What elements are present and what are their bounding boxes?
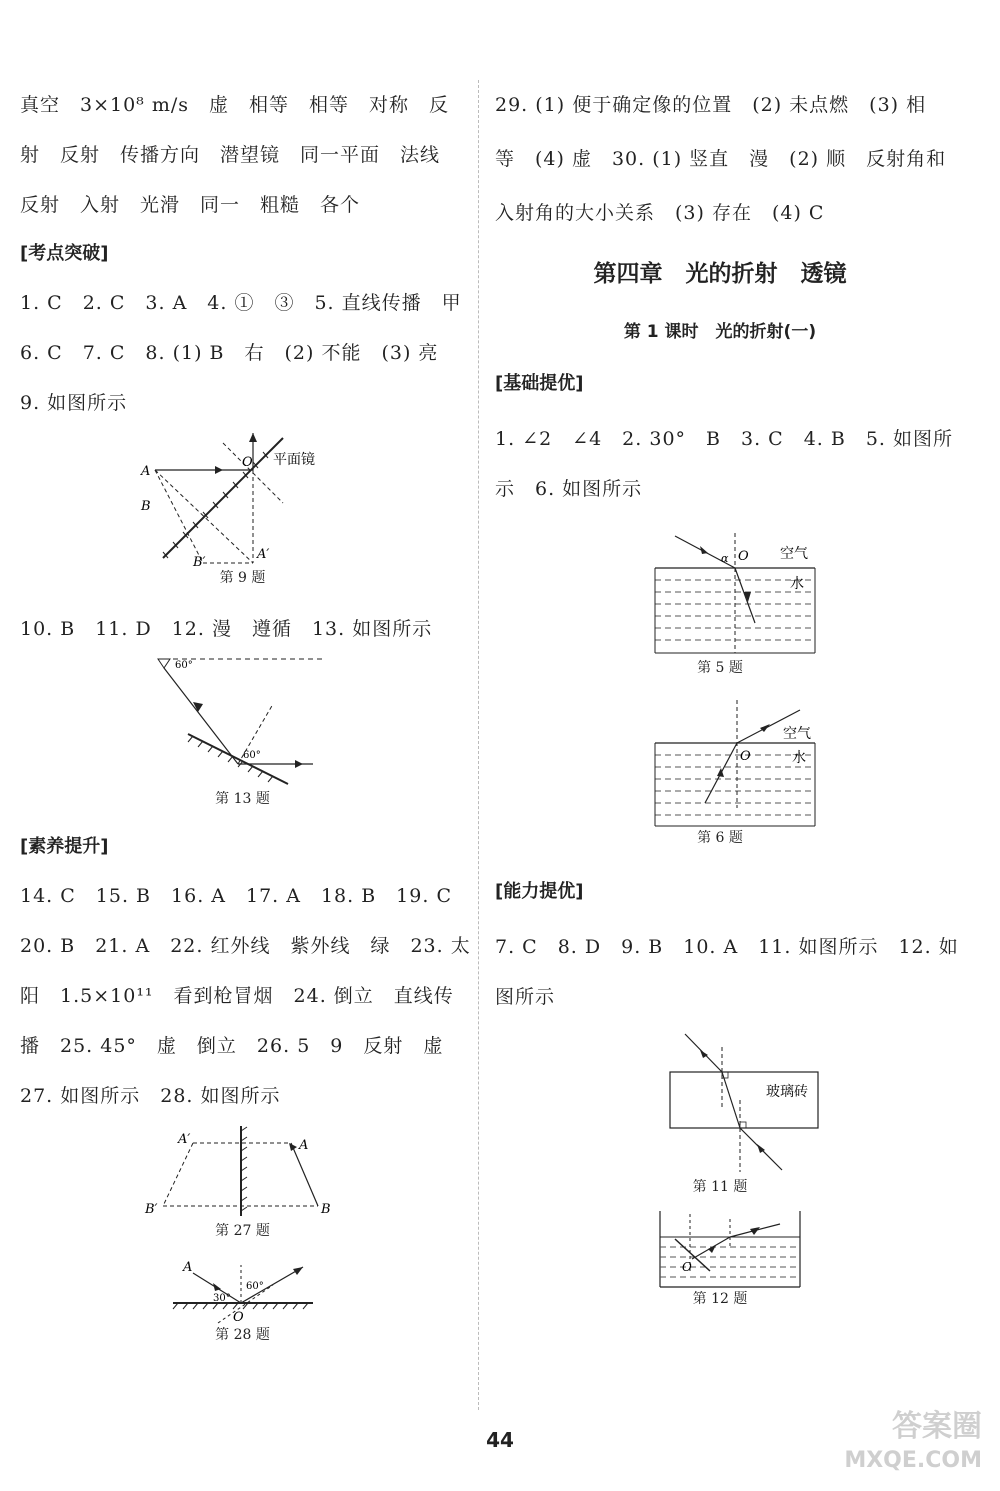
fig27-label-a-prime: A′ (177, 1132, 190, 1147)
fig5-label-o: O (738, 549, 749, 564)
watermark (844, 1410, 982, 1478)
fig9-label-a-prime: A′ (256, 547, 269, 562)
fig5-angle-alpha: α (721, 552, 729, 565)
fig5-label-water: 水 (790, 576, 804, 592)
answer-line: 示 6. 如图所示 (495, 478, 643, 500)
lesson-title: 第 1 课时 光的折射(一) (623, 322, 817, 342)
figure-12-diagram (620, 1209, 820, 1289)
answer-line: 入射角的大小关系 (3) 存在 (4) C (495, 202, 825, 224)
answer-line: 真空 3×10⁸ m/s 虚 相等 相等 对称 反 (20, 94, 450, 116)
column-divider (478, 80, 479, 1410)
fig27-label-b: B (320, 1202, 331, 1217)
figure-caption: 第 28 题 (215, 1327, 270, 1343)
fig28-angle-30: 30° (212, 1293, 231, 1304)
fig9-label-b: B (140, 499, 151, 514)
watermark-logo: 答案圈 (892, 1409, 982, 1444)
fig9-label-a: A (140, 464, 150, 479)
fig27-label-a: A (298, 1138, 308, 1153)
answer-line: 等 (4) 虚 30. (1) 竖直 漫 (2) 顺 反射角和 (495, 148, 947, 170)
figure-5-diagram (620, 528, 820, 658)
figure-28-diagram (123, 1255, 363, 1325)
figure-9 (20, 428, 465, 588)
fig9-label-o: O (241, 455, 253, 470)
figure-13-diagram (123, 654, 363, 789)
figure-caption: 第 6 题 (697, 830, 743, 846)
figure-6 (495, 698, 945, 848)
fig5-label-air: 空气 (780, 546, 808, 562)
figure-28 (20, 1255, 465, 1345)
answer-line: 7. C 8. D 9. B 10. A 11. 如图所示 12. 如 (495, 936, 959, 958)
figure-6-diagram (620, 698, 820, 828)
left-column (20, 80, 471, 1345)
answer-line: 27. 如图所示 28. 如图所示 (20, 1085, 281, 1107)
fig6-label-air: 空气 (783, 726, 811, 742)
fig9-label-mirror: 平面镜 (272, 452, 315, 468)
section-heading: [基础提优] (495, 373, 584, 394)
fig13-angle-top: 60° (174, 660, 193, 671)
chapter-title: 第四章 光的折射 透镜 (593, 261, 847, 287)
watermark-site: MXQE.COM (844, 1448, 982, 1473)
answer-line: 反射 入射 光滑 同一 粗糙 各个 (20, 194, 361, 216)
figure-caption: 第 9 题 (219, 570, 266, 586)
fig28-label-o: O (232, 1310, 244, 1325)
section-heading: [考点突破] (20, 243, 109, 264)
section-heading: [素养提升] (20, 836, 109, 857)
right-column (495, 80, 959, 1309)
figure-caption: 第 27 题 (215, 1223, 270, 1239)
figure-caption: 第 5 题 (697, 660, 743, 676)
figure-caption: 第 11 题 (692, 1179, 748, 1195)
answer-line: 14. C 15. B 16. A 17. A 18. B 19. C (20, 885, 452, 907)
figure-9-diagram (123, 428, 363, 568)
figure-27 (20, 1121, 465, 1241)
answer-line: 1. C 2. C 3. A 4. ① ③ 5. 直线传播 甲 (20, 292, 462, 314)
fig6-label-o: O (740, 749, 751, 764)
page-number: 44 (486, 1428, 514, 1452)
answer-line: 播 25. 45° 虚 倒立 26. 5 9 反射 虚 (20, 1035, 444, 1057)
answer-line: 图所示 (495, 986, 556, 1008)
answer-line: 20. B 21. A 22. 红外线 紫外线 绿 23. 太 (20, 935, 471, 957)
fig13-angle-bottom: 60° (242, 750, 261, 761)
fig11-label-glass: 玻璃砖 (766, 1084, 808, 1100)
answer-line: 9. 如图所示 (20, 392, 128, 414)
section-heading: [能力提优] (495, 881, 584, 902)
answer-line: 射 反射 传播方向 潜望镜 同一平面 法线 (20, 144, 441, 166)
answer-line: 1. ∠2 ∠4 2. 30° B 3. C 4. B 5. 如图所 (495, 428, 953, 450)
fig27-label-b-prime: B′ (144, 1202, 158, 1217)
answer-line: 29. (1) 便于确定像的位置 (2) 未点燃 (3) 相 (495, 94, 927, 116)
figure-11-diagram (600, 1032, 840, 1177)
answer-line: 10. B 11. D 12. 漫 遵循 13. 如图所示 (20, 618, 433, 640)
figure-12 (495, 1209, 945, 1309)
fig28-label-a: A (182, 1260, 192, 1275)
fig12-label-o: O (682, 1260, 692, 1274)
fig9-label-b-prime: B′ (192, 555, 206, 568)
figure-13 (20, 654, 465, 809)
answer-line: 6. C 7. C 8. (1) B 右 (2) 不能 (3) 亮 (20, 342, 439, 364)
fig28-angle-60: 60° (245, 1281, 264, 1292)
figure-caption: 第 13 题 (215, 791, 270, 807)
figure-11 (495, 1032, 945, 1197)
figure-5 (495, 528, 945, 678)
answer-line: 阳 1.5×10¹¹ 看到枪冒烟 24. 倒立 直线传 (20, 985, 454, 1007)
figure-caption: 第 12 题 (692, 1291, 748, 1307)
fig6-label-water: 水 (792, 750, 806, 766)
figure-27-diagram (123, 1121, 363, 1221)
